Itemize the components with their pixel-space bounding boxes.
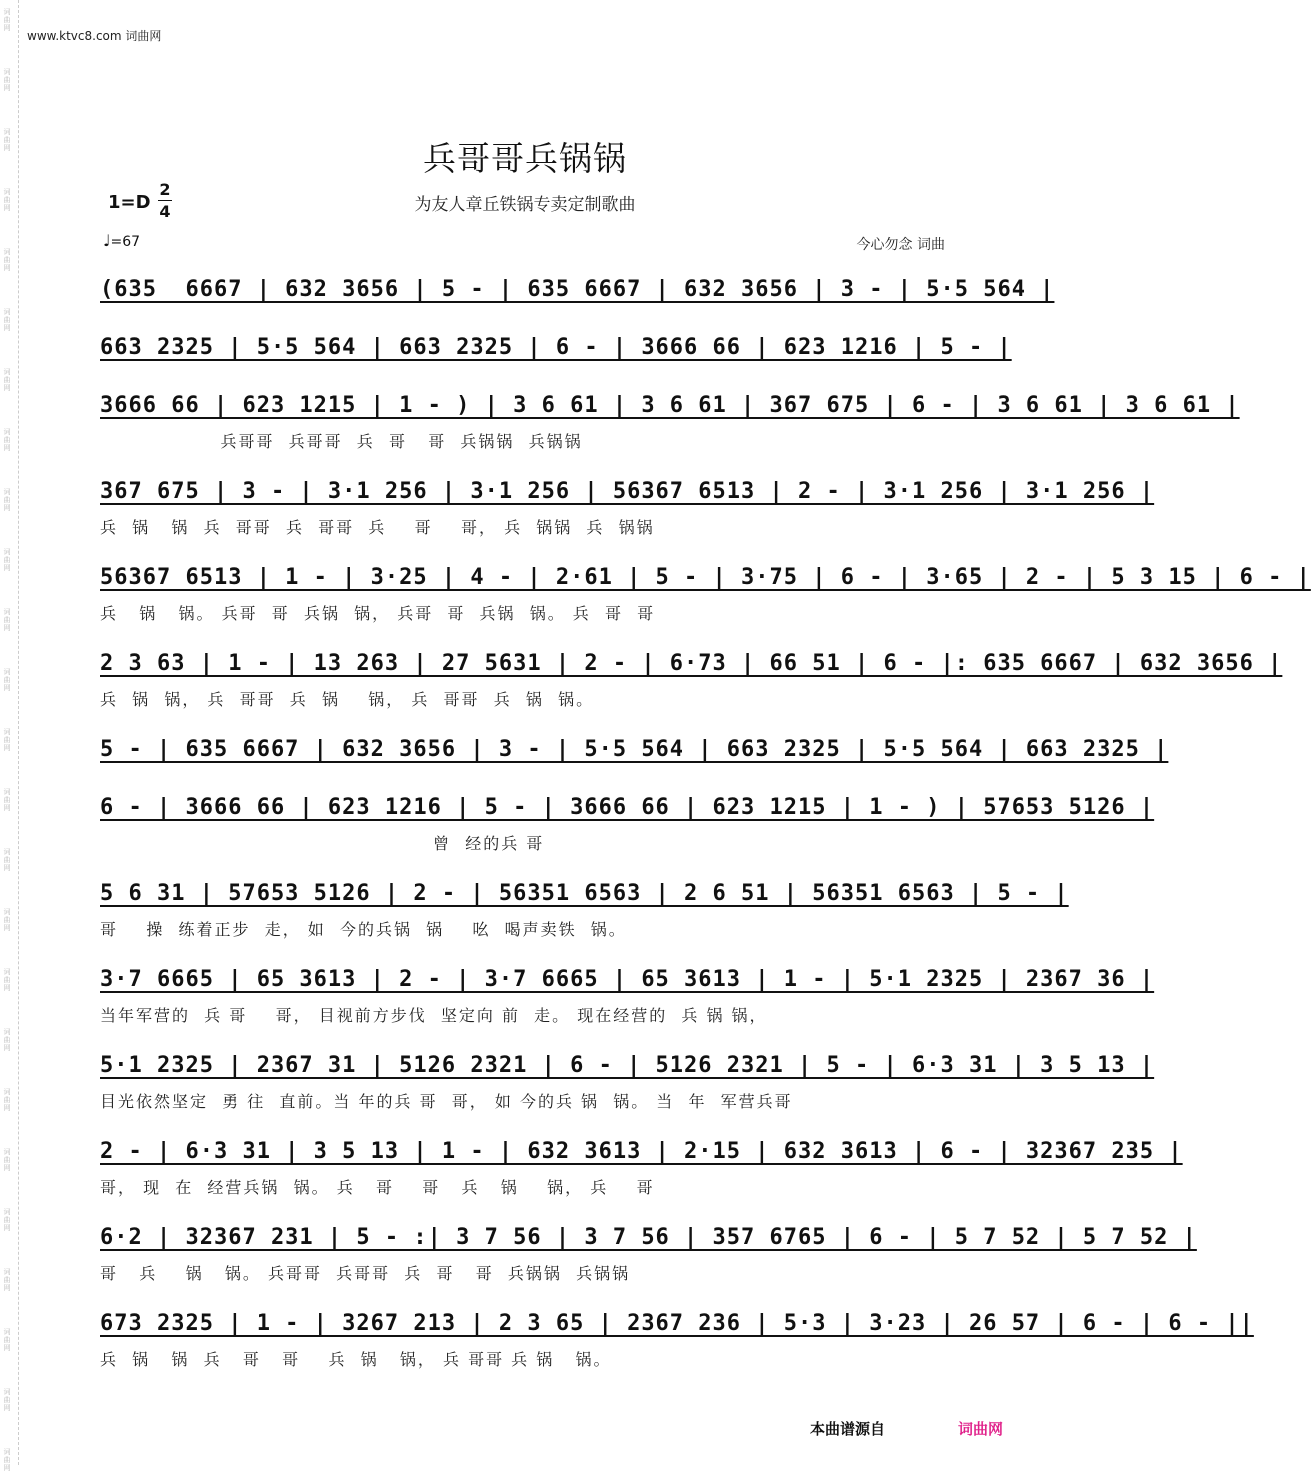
watermark-text: 词曲网 [3,728,11,752]
lyric-line [100,371,950,393]
watermark-text: 词曲网 [3,668,11,692]
notation-line: 367 675 | 3 - | 3·1 256 | 3·1 256 | 56367 6513 | 2 - | 3·1 256 | 3·1 256 | [100,479,1155,504]
page-subtitle: 为友人章丘铁锅专卖定制歌曲 [414,195,636,215]
watermark-text: 词曲网 [3,428,11,452]
watermark-text: 词曲网 [3,1148,11,1172]
lyric-line: 目光依然坚定 勇 往 直前。当 年的兵 哥 哥， 如 今的兵 锅 锅。 当 年 军营兵哥 [100,1092,793,1111]
notation-line: 5·1 2325 | 2367 31 | 5126 2321 | 6 - | 5126 2321 | 5 - | 6·3 31 | 3 5 13 | [100,1053,1155,1078]
notation-line: 3·7 6665 | 65 3613 | 2 - | 3·7 6665 | 65 3613 | 1 - | 5·1 2325 | 2367 36 | [100,967,1155,992]
notation-line: 3666 66 | 623 1215 | 1 - ) | 3 6 61 | 3 6 61 | 367 675 | 6 - | 3 6 61 | 3 6 61 | [100,393,1240,418]
credit: 今心勿念 词曲 [856,237,945,253]
lyric-line: 兵 锅 锅 兵 哥 哥 兵 锅 锅， 兵 哥哥 兵 锅 锅。 [100,1350,612,1369]
footer-label: 本曲谱源自 [810,1420,886,1438]
lyric-line [100,313,950,335]
watermark-text: 词曲网 [3,1268,11,1292]
lyric-line: 兵 锅 锅， 兵 哥哥 兵 锅 锅， 兵 哥哥 兵 锅 锅。 [100,690,595,709]
notation-line: 5 6 31 | 57653 5126 | 2 - | 56351 6563 | 2 6 51 | 56351 6563 | 5 - | [100,881,1069,906]
time-numerator: 2 [159,180,171,199]
watermark-text: 词曲网 [3,608,11,632]
watermark-text: 词曲网 [3,188,11,212]
watermark-text: 词曲网 [3,248,11,272]
watermark-text: 词曲网 [3,128,11,152]
watermark-text: 词曲网 [3,368,11,392]
watermark-text: 词曲网 [3,548,11,572]
notation-line: 6 - | 3666 66 | 623 1216 | 5 - | 3666 66 | 623 1215 | 1 - ) | 57653 5126 | [100,795,1155,820]
watermark-text: 词曲网 [3,848,11,872]
watermark-text: 词曲网 [3,1088,11,1112]
watermark-text: 词曲网 [3,308,11,332]
notation-line: 663 2325 | 5·5 564 | 663 2325 | 6 - | 3666 66 | 623 1216 | 5 - | [100,335,1012,360]
watermark-text: 词曲网 [3,908,11,932]
lyric-line: 哥 操 练着正步 走， 如 今的兵锅 锅 吆 喝声卖铁 锅。 [100,920,627,939]
watermark-text: 词曲网 [3,968,11,992]
notation-line: 2 - | 6·3 31 | 3 5 13 | 1 - | 632 3613 | 2·15 | 632 3613 | 6 - | 32367 235 | [100,1139,1183,1164]
lyric-line: 哥， 现 在 经营兵锅 锅。 兵 哥 哥 兵 锅 锅， 兵 哥 [100,1178,655,1197]
notation-line: 673 2325 | 1 - | 3267 213 | 2 3 65 | 2367 236 | 5·3 | 3·23 | 26 57 | 6 - | 6 - || [100,1311,1254,1336]
quarter-note-icon: ♩ [103,231,111,250]
footer-brand[interactable]: 词曲网 [958,1420,1004,1438]
tempo-mark [103,231,140,250]
notation-line: 56367 6513 | 1 - | 3·25 | 4 - | 2·61 | 5 - | 3·75 | 6 - | 3·65 | 2 - | 5 3 15 | 6 - | [100,565,1311,590]
lyric-line: 兵 锅 锅。 兵哥 哥 兵锅 锅， 兵哥 哥 兵锅 锅。 兵 哥 哥 [100,604,656,623]
tempo-value: =67 [110,234,141,250]
lyric-line: 兵 锅 锅 兵 哥哥 兵 哥哥 兵 哥 哥， 兵 锅锅 兵 锅锅 [100,518,655,537]
watermark-text: 词曲网 [3,8,11,32]
watermark-text: 词曲网 [3,1328,11,1352]
notation-line: 6·2 | 32367 231 | 5 - :| 3 7 56 | 3 7 56 | 357 6765 | 6 - | 5 7 52 | 5 7 52 | [100,1225,1197,1250]
watermark-text: 词曲网 [3,488,11,512]
watermark-text: 词曲网 [3,1388,11,1412]
page-title: 兵哥哥兵锅锅 [423,139,627,178]
notation-line: (635 6667 | 632 3656 | 5 - | 635 6667 | 632 3656 | 3 - | 5·5 564 | [100,277,1055,302]
watermark-text: 词曲网 [3,1028,11,1052]
notation-line: 2 3 63 | 1 - | 13 263 | 27 5631 | 2 - | 6·73 | 66 51 | 6 - |: 635 6667 | 632 3656 | [100,651,1283,676]
lyric-line: 当年军营的 兵 哥 哥， 目视前方步伐 坚定向 前 走。 现在经营的 兵 锅 锅， [100,1006,768,1025]
site-url[interactable]: www.ktvc8.com 词曲网 [27,29,162,43]
lyric-line: 兵哥哥 兵哥哥 兵 哥 哥 兵锅锅 兵锅锅 [100,432,583,451]
notation-line: 5 - | 635 6667 | 632 3656 | 3 - | 5·5 564 | 663 2325 | 5·5 564 | 663 2325 | [100,737,1169,762]
lyric-line [100,773,950,795]
key-signature: 1=D [108,192,151,213]
watermark-text: 词曲网 [3,788,11,812]
time-denominator: 4 [159,202,171,221]
time-signature [158,180,172,221]
watermark-text: 词曲网 [3,68,11,92]
sidebar-watermark [0,0,19,1472]
lyric-line: 哥 兵 锅 锅。 兵哥哥 兵哥哥 兵 哥 哥 兵锅锅 兵锅锅 [100,1264,631,1283]
watermark-text: 词曲网 [3,1208,11,1232]
watermark-text: 词曲网 [3,1448,11,1472]
lyric-line: 曾 经的兵 哥 [100,834,545,853]
